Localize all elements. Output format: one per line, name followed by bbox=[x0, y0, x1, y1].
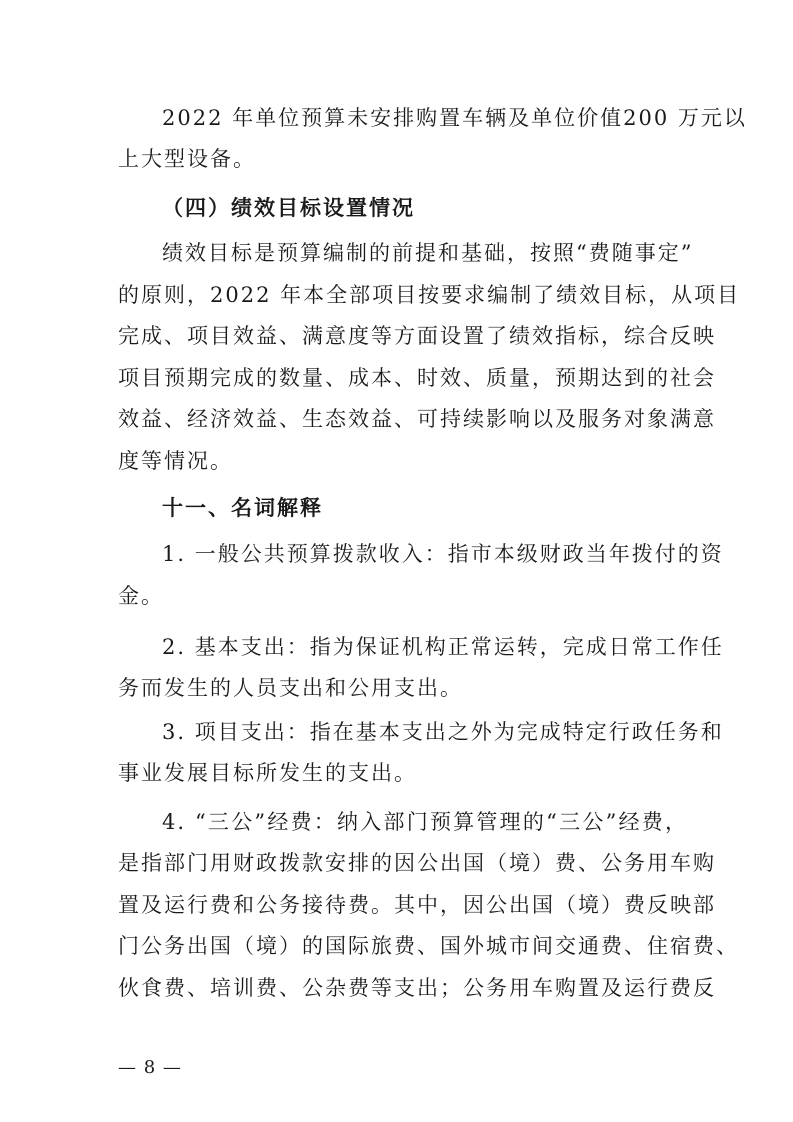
paragraph-line: 2. 基本支出：指为保证机构正常运转，完成日常工作任 bbox=[162, 635, 724, 659]
paragraph-line: 置及运行费和公务接待费。其中，因公出国（境）费反映部 bbox=[118, 893, 716, 917]
paragraph-line: 金。 bbox=[118, 584, 164, 608]
paragraph-line: 门公务出国（境）的国际旅费、国外城市间交通费、住宿费、 bbox=[118, 934, 739, 958]
paragraph-line: 上大型设备。 bbox=[118, 147, 256, 171]
paragraph-line: 是指部门用财政拨款安排的因公出国（境）费、公务用车购 bbox=[118, 851, 716, 875]
paragraph-line: 项目预期完成的数量、成本、时效、质量，预期达到的社会 bbox=[118, 366, 716, 390]
chapter-heading: 十一、名词解释 bbox=[162, 496, 323, 520]
paragraph-line: 事业发展目标所发生的支出。 bbox=[118, 761, 417, 785]
paragraph-line: 的原则，2022 年本全部项目按要求编制了绩效目标，从项目 bbox=[118, 283, 741, 307]
paragraph-line: 效益、经济效益、生态效益、可持续影响以及服务对象满意 bbox=[118, 407, 716, 431]
paragraph-line: 2022 年单位预算未安排购置车辆及单位价值200 万元以 bbox=[162, 106, 747, 130]
paragraph-line: 度等情况。 bbox=[118, 449, 233, 473]
paragraph-line: 1. 一般公共预算拨款收入：指市本级财政当年拨付的资 bbox=[162, 542, 724, 566]
paragraph-line: 绩效目标是预算编制的前提和基础，按照“费随事定” bbox=[162, 241, 694, 265]
paragraph-line: 3. 项目支出：指在基本支出之外为完成特定行政任务和 bbox=[162, 720, 724, 744]
paragraph-line: 务而发生的人员支出和公用支出。 bbox=[118, 676, 463, 700]
paragraph-line: 伙食费、培训费、公杂费等支出；公务用车购置及运行费反 bbox=[118, 976, 716, 1000]
section-heading: （四）绩效目标设置情况 bbox=[162, 196, 415, 220]
paragraph-line: 完成、项目效益、满意度等方面设置了绩效指标，综合反映 bbox=[118, 324, 716, 348]
paragraph-line: 4. “三公”经费：纳入部门预算管理的“三公”经费， bbox=[162, 810, 688, 834]
page-number: — 8 — bbox=[118, 1057, 182, 1078]
